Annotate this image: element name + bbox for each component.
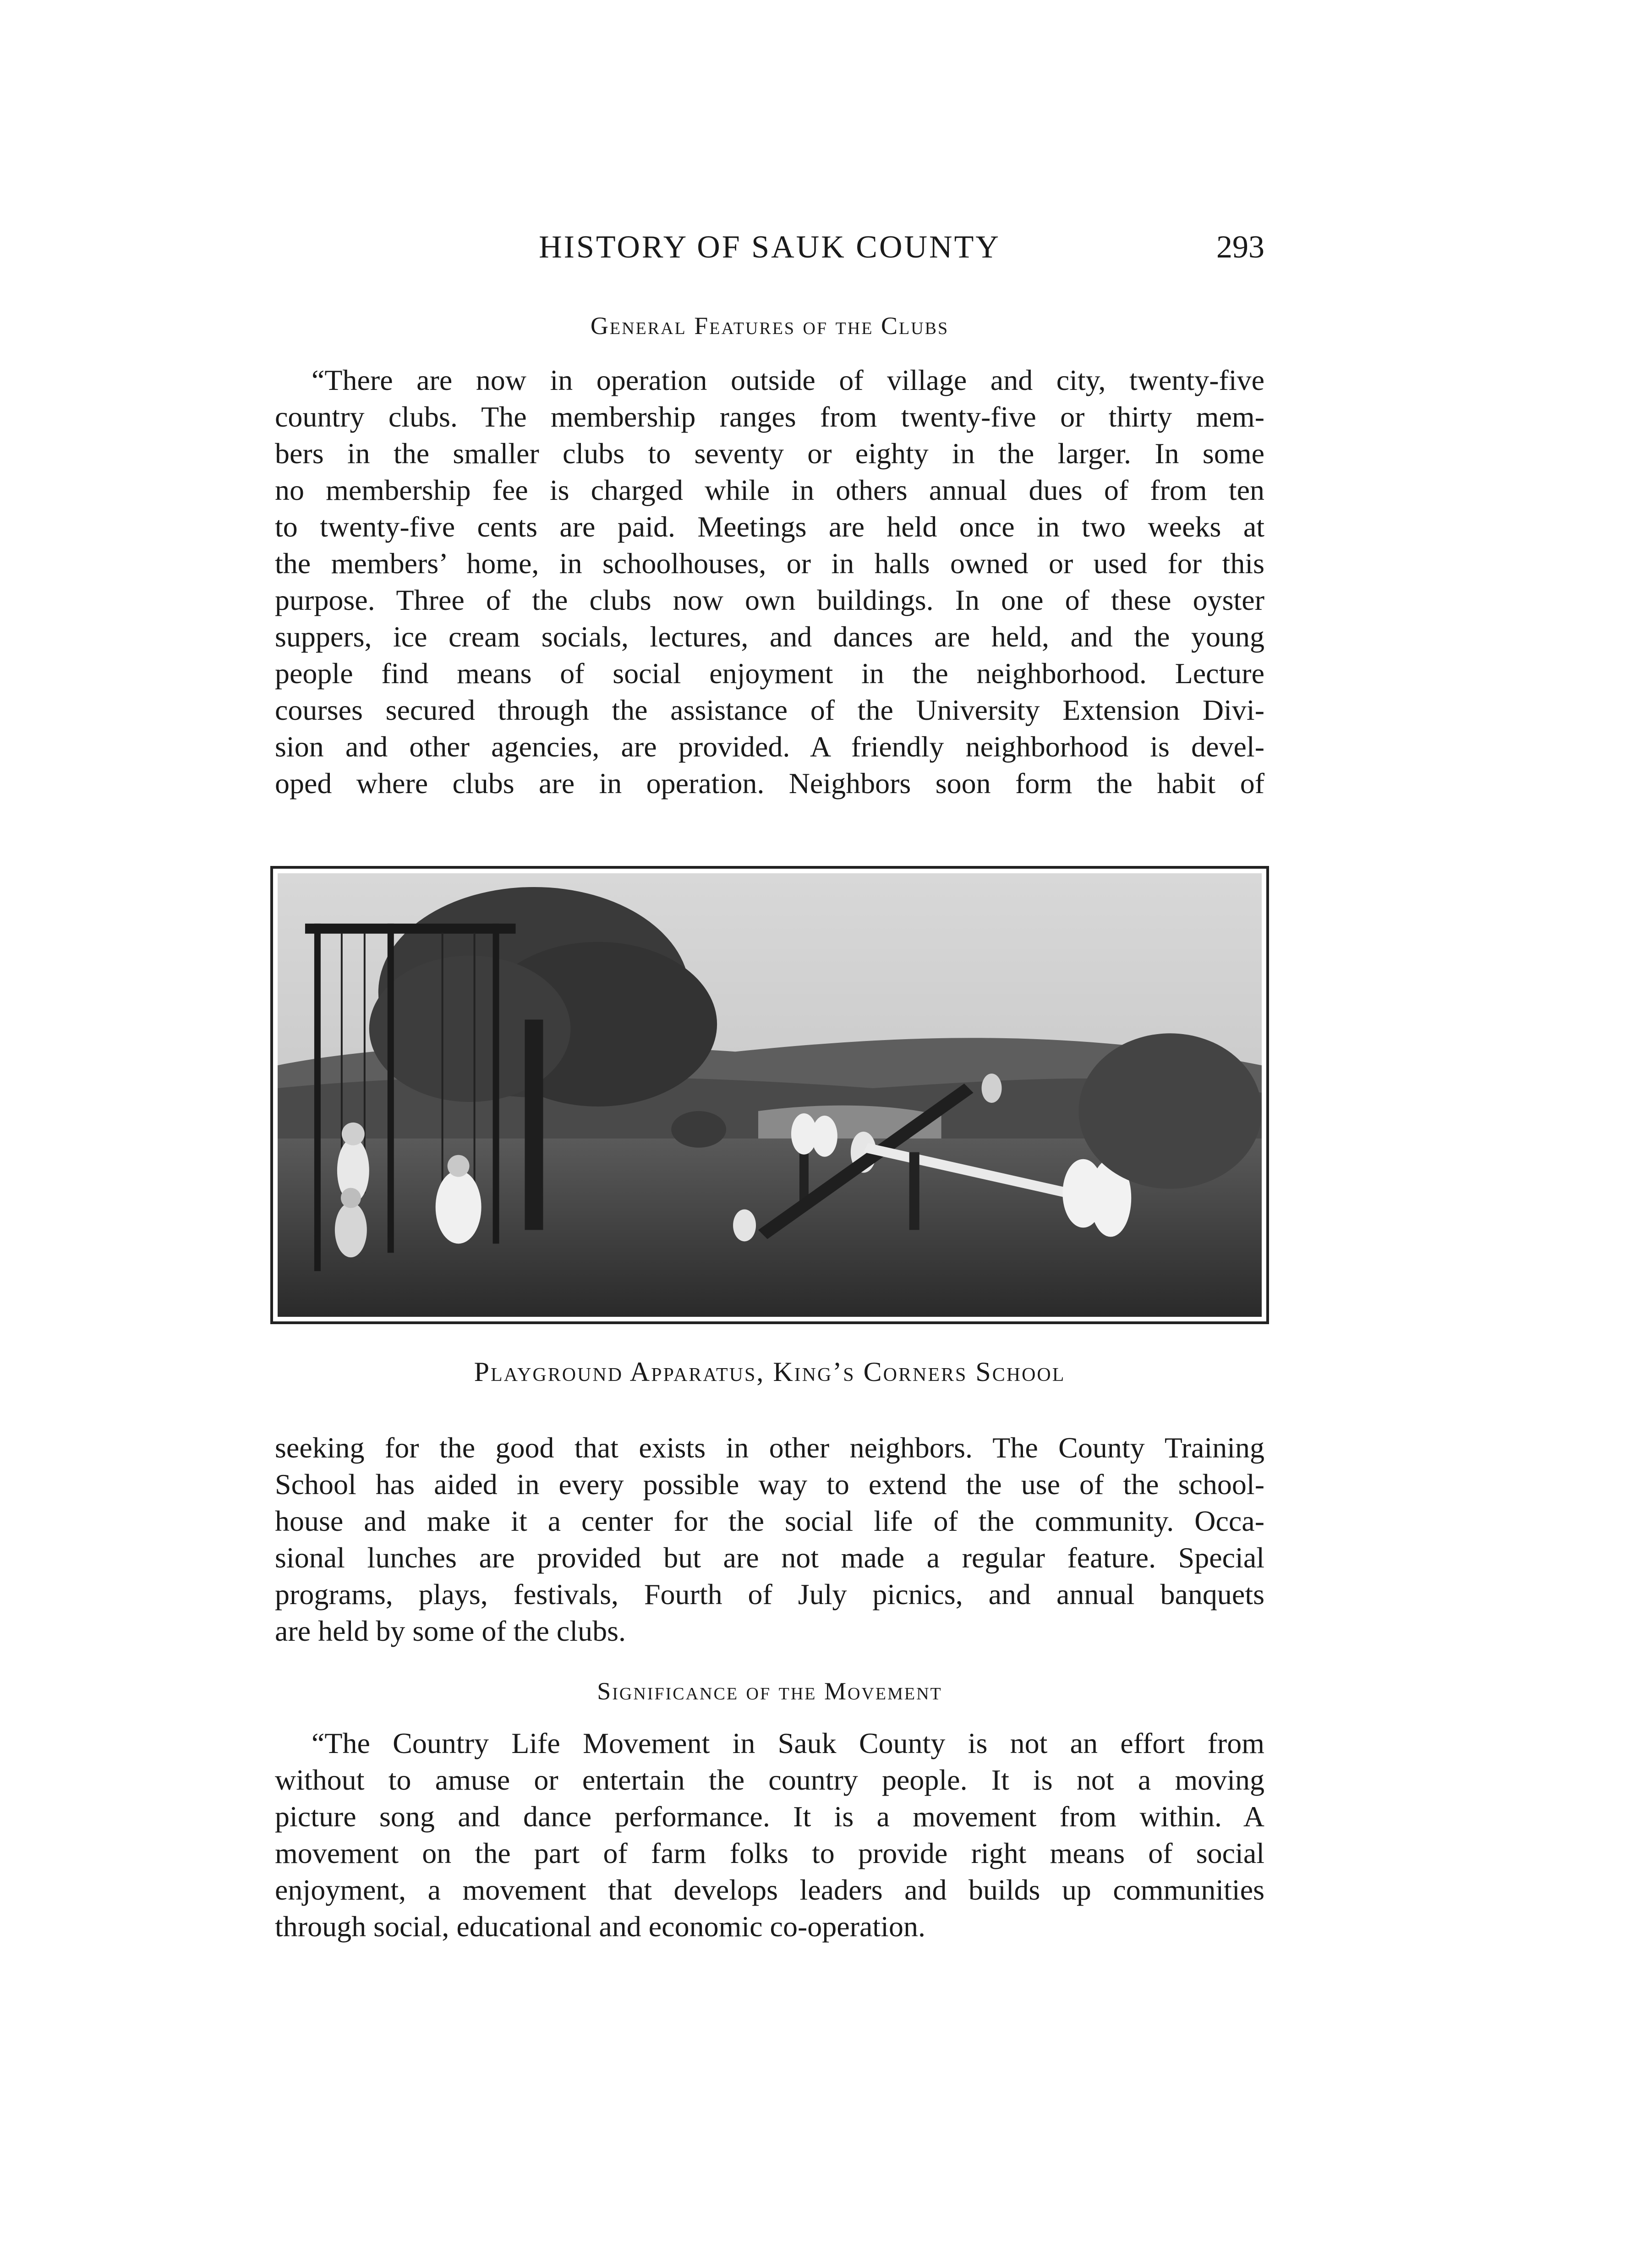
text-line: movement on the part of farm folks to provide right means of social [275,1837,1264,1869]
section-heading-general-features: General Features of the Clubs [590,312,949,340]
text-line: purpose. Three of the clubs now own buildings. In one of these oyster [275,584,1264,616]
text-line: sional lunches are provided but are not made a regular feature. Special [275,1541,1264,1574]
running-title: HISTORY OF SAUK COUNTY [539,230,1001,265]
paragraph-general-features [275,362,1264,802]
photo-image [278,873,1262,1317]
paragraph-significance [275,1725,1264,1945]
text-line: people find means of social enjoyment in the neighborhood. Lecture [275,657,1264,690]
text-line: oped where clubs are in operation. Neighbors soon form the habit of [275,767,1264,800]
text-line: through social, educational and economic co-operation. [275,1910,925,1943]
paragraph-continued [275,1430,1264,1649]
text-line: are held by some of the clubs. [275,1615,626,1647]
figure-caption: Playground Apparatus, King’s Corners School [474,1357,1066,1387]
text-line: sion and other agencies, are provided. A friendly neighborhood is devel- [275,730,1264,763]
playground-photograph [270,866,1269,1324]
text-line: suppers, ice cream socials, lectures, and dances are held, and the young [275,620,1264,653]
text-line: the members’ home, in schoolhouses, or in halls owned or used for this [275,547,1264,580]
text-line: seeking for the good that exists in other neighbors. The County Training [275,1431,1264,1464]
text-line: bers in the smaller clubs to seventy or eighty in the larger. In some [275,437,1264,470]
text-line: house and make it a center for the social life of the community. Occa- [275,1505,1264,1537]
text-line: picture song and dance performance. It is a movement from within. A [275,1800,1264,1833]
page-number: 293 [1216,230,1264,265]
text-line: without to amuse or entertain the country people. It is not a moving [275,1764,1264,1796]
text-line: country clubs. The membership ranges from twenty-five or thirty mem- [275,400,1264,433]
page-header [275,229,1264,270]
text-line: enjoyment, a movement that develops leaders and builds up communities [275,1874,1264,1906]
section-heading-significance: Significance of the Movement [597,1677,942,1705]
text-line: “There are now in operation outside of village and city, twenty-five [312,364,1264,396]
text-line: to twenty-five cents are paid. Meetings are held once in two weeks at [275,510,1264,543]
text-line: courses secured through the assistance of the University Extension Divi- [275,694,1264,726]
text-line: “The Country Life Movement in Sauk County is not an effort from [312,1727,1264,1759]
text-line: programs, plays, festivals, Fourth of July picnics, and annual banquets [275,1578,1264,1611]
text-line: School has aided in every possible way to extend the use of the school- [275,1468,1264,1501]
text-line: no membership fee is charged while in others annual dues of from ten [275,474,1264,506]
